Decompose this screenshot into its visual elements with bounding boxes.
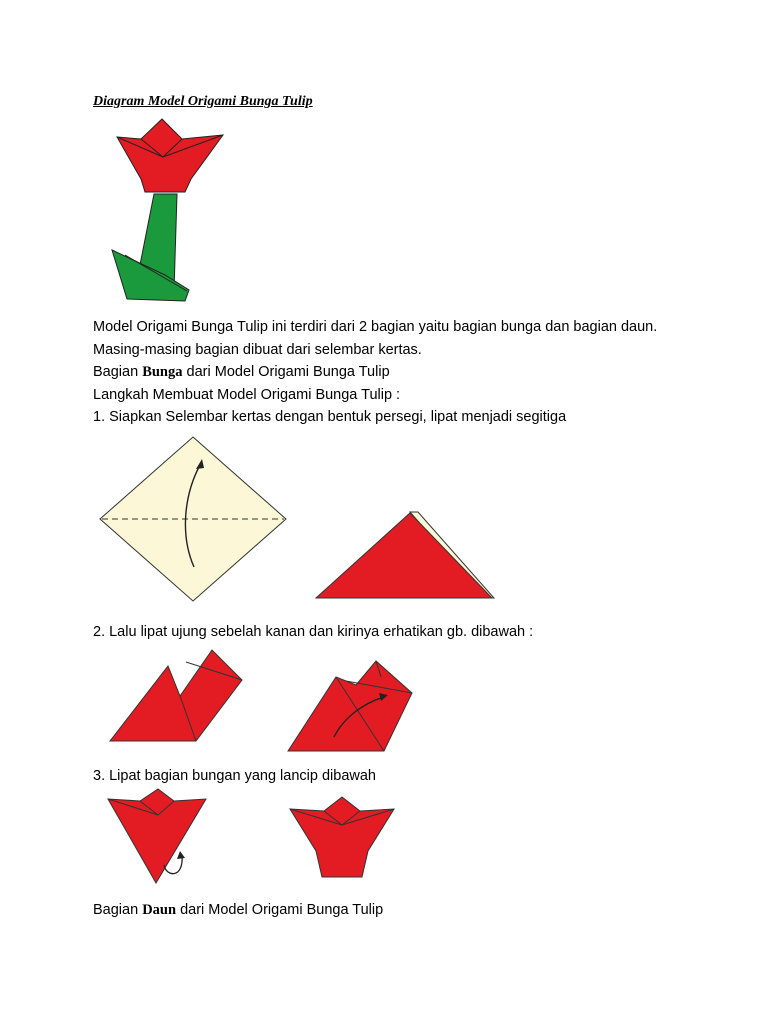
document-title: Diagram Model Origami Bunga Tulip: [93, 94, 313, 109]
step1-folded-triangle: [314, 510, 498, 602]
step2-fold-left: [286, 657, 416, 753]
intro-line-1: Model Origami Bunga Tulip ini terdiri dari 2 bagian yaitu bagian bunga dan bagian daun.: [93, 319, 658, 335]
section-daun-suffix: dari Model Origami Bunga Tulip: [176, 902, 384, 918]
section-daun-prefix: Bagian: [93, 902, 143, 918]
step-2-text: 2. Lalu lipat ujung sebelah kanan dan kirinya erhatikan gb. dibawah :: [93, 624, 534, 640]
section-daun-heading: [93, 901, 383, 919]
step2-fold-right: [108, 648, 248, 743]
step1-square-paper: [98, 435, 288, 605]
tulip-complete-illustration: [105, 115, 225, 305]
section-bunga-heading: [93, 363, 390, 381]
intro-line-2: Masing-masing bagian dibuat dari selembar kertas.: [93, 342, 422, 358]
section-bunga-suffix: dari Model Origami Bunga Tulip: [182, 364, 390, 380]
step3-flower-result: [286, 795, 398, 880]
step-1-text: 1. Siapkan Selembar kertas dengan bentuk persegi, lipat menjadi segitiga: [93, 409, 567, 425]
step-3-text: 3. Lipat bagian bungan yang lancip dibawah: [93, 768, 376, 784]
tulip-flower: [117, 119, 223, 192]
steps-heading: Langkah Membuat Model Origami Bunga Tulip :: [93, 387, 401, 403]
section-bunga-prefix: Bagian: [93, 364, 143, 380]
step3-fold-tip: [104, 787, 210, 887]
section-bunga-bold: Bunga: [142, 364, 183, 380]
section-daun-bold: Daun: [142, 902, 177, 918]
